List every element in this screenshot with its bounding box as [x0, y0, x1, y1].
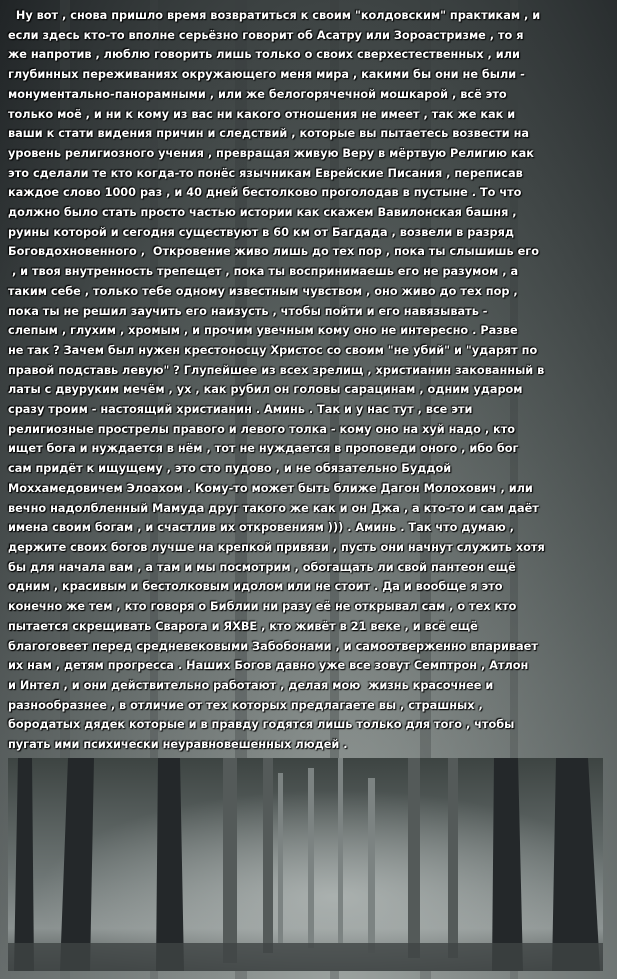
post-line: каждое слово 1000 раз , и 40 дней бестолково проголодав в пустыне . То что	[8, 186, 522, 200]
post-text	[8, 6, 610, 755]
post-line: руины которой и сегодня существуют в 60 км от Багдада , возвели в разряд	[8, 225, 514, 239]
post-line: бородатых дядек которые и в правду годятся лишь только для того , чтобы	[8, 718, 515, 732]
post-line: если здесь кто-то вполне серьёзно говорит об Асатру или Зороастризме , то я	[8, 28, 524, 42]
post-line: конечно же тем , кто говоря о Библии ни разу её не открывал сам , о тех кто	[8, 600, 517, 614]
post-line: должно было стать просто частью истории как скажем Вавилонская башня ,	[8, 206, 517, 220]
post-line: сразу троим - настоящий христианин . Аминь . Так и у нас тут , все эти	[8, 403, 473, 417]
post-line: , и твоя внутренность трепещет , пока ты воспринимаешь его не разумом , а	[8, 265, 519, 279]
post-line: бы для начала вам , а там и мы посмотрим , обогащать ли свой пантеон ещё	[8, 560, 516, 574]
post-line: слепым , глухим , хромым , и прочим увечным кому оно не интересно . Разве	[8, 324, 518, 338]
post-line: не так ? Зачем был нужен крестоносцу Христос со своим "не убий" и "ударят по	[8, 343, 538, 357]
misty-forest-photo	[8, 758, 603, 971]
post-line: пока ты не решил заучить его наизусть , чтобы пойти и его навязывать -	[8, 304, 488, 318]
post-line: Моххамедовичем Элоахом . Кому-то может быть ближе Дагон Молохович , или	[8, 481, 533, 495]
post-line: ищет бога и нуждается в нём , тот не нуждается в проповеди оного , ибо бог	[8, 442, 519, 456]
post-line: глубинных переживаниях окружающего меня мира , какими бы они не были -	[8, 68, 525, 82]
post-line: ваши к стати видения причин и следствий , которые вы пытаетесь возвести на	[8, 127, 530, 141]
forest-photo-illustration	[8, 758, 603, 971]
post-line: таким себе , только тебе одному известным чувством , оно живо до тех пор ,	[8, 284, 518, 298]
post-line: латы с двуруким мечём , ух , как рубил он головы сарацинам , одним ударом	[8, 383, 523, 397]
post-line: Ну вот , снова пришло время возвратиться к своим "колдовским" практикам , и	[8, 9, 541, 22]
post-line: это сделали те кто когда-то понёс язычникам Еврейские Писания , переписав	[8, 166, 523, 180]
post-line: только моё , и ни к кому из вас ни какого отношения не имеет , так же как и	[8, 107, 516, 121]
post-line: одним , красивым и бестолковым идолом или не стоит . Да и вообще я это	[8, 580, 503, 594]
post-line: правой подставь левую" ? Глупейшее из всех зрелищ , христианин закованный в	[8, 363, 545, 377]
post-line: держите своих богов лучше на крепкой привязи , пусть они начнут служить хотя	[8, 540, 545, 554]
post-line: религиозные прострелы правого и левого толка - кому оно на хуй надо , кто	[8, 422, 516, 436]
post-line: разнообразнее , в отличие от тех которых предлагаете вы , страшных ,	[8, 698, 483, 712]
post-line: их нам , детям прогресса . Наших Богов давно уже все зовут Семптрон , Атлон	[8, 659, 529, 673]
post-line: благоговеет перед средневековыми Забобонами , и самоотверженно впаривает	[8, 639, 538, 653]
post-line: же напротив , люблю говорить лишь только о своих сверхестественных , или	[8, 48, 520, 62]
post-line: имена своим богам , и счастлив их откровениям ))) . Аминь . Так что думаю ,	[8, 521, 514, 535]
post-line: пытается скрещивать Сварога и ЯХВЕ , кто живёт в 21 веке , и всё ещё	[8, 619, 478, 633]
post-line: пугать ими психически неуравновешенных людей .	[8, 738, 348, 752]
post-line: монументально-панорамными , или же белогорячечной мошкарой , всё это	[8, 87, 507, 101]
post-line: Боговдохновенного , Откровение живо лишь до тех пор , пока ты слышишь его	[8, 245, 539, 259]
post-line: сам придёт к ищущему , это сто пудово , и не обязательно Буддой	[8, 462, 452, 476]
post-line: и Интел , и они действительно работают , делая мою жизнь красочнее и	[8, 678, 494, 692]
post-line: вечно надолбленный Мамуда друг такого же как и он Джа , а кто-то и сам даёт	[8, 501, 539, 515]
post-line: уровень религиозного учения , превращая живую Веру в мёртвую Религию как	[8, 146, 534, 160]
